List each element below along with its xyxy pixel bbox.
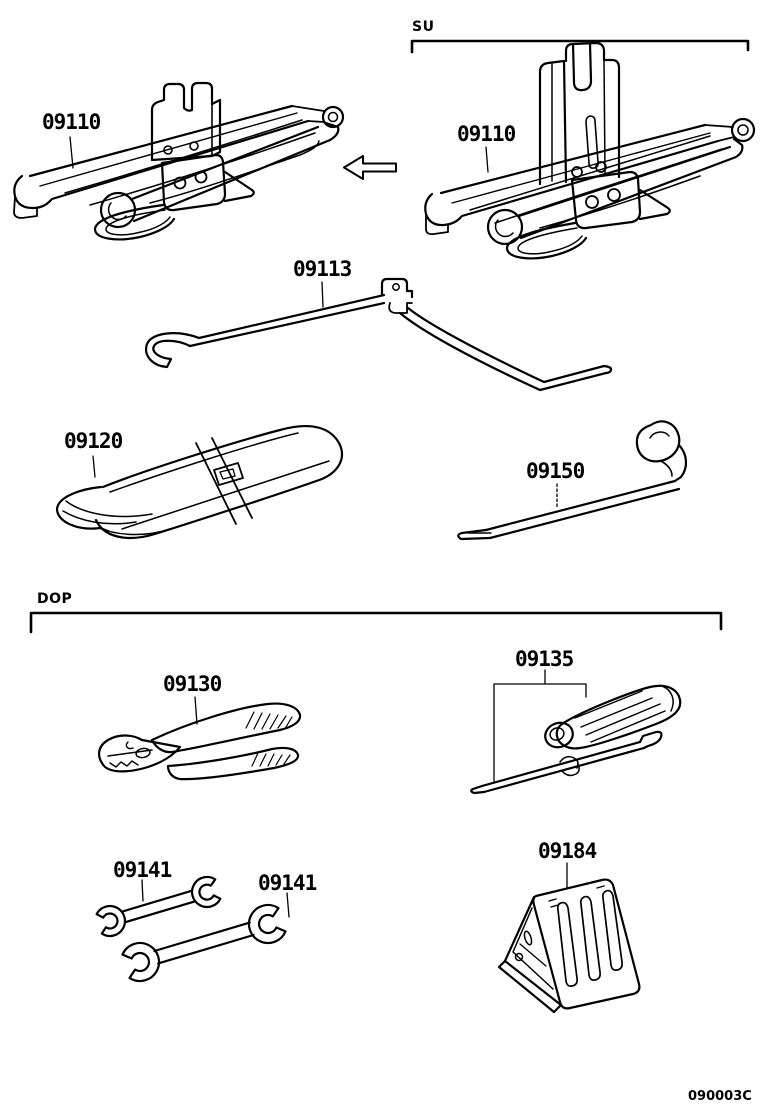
arrow-left-icon	[344, 156, 396, 179]
part-label-wrench-upper[interactable]: 09141	[113, 858, 172, 882]
pliers-drawing	[99, 697, 300, 779]
dop-group-bracket	[31, 613, 721, 632]
part-label-pliers[interactable]: 09130	[163, 672, 222, 696]
part-label-wheel-chock[interactable]: 09184	[538, 839, 597, 863]
part-label-jack-handle[interactable]: 09113	[293, 257, 352, 281]
screwdriver-drawing	[471, 670, 680, 793]
part-label-screwdriver[interactable]: 09135	[515, 647, 574, 671]
doc-code: 090003C	[688, 1089, 752, 1104]
wrench-upper-drawing	[97, 877, 221, 936]
part-label-jack-left[interactable]: 09110	[42, 110, 101, 134]
jack-handle-drawing	[146, 279, 611, 390]
jack-left-drawing	[14, 83, 343, 239]
part-label-lug-wrench[interactable]: 09150	[526, 459, 585, 483]
part-label-jack-right[interactable]: 09110	[457, 122, 516, 146]
part-label-wrench-lower[interactable]: 09141	[258, 871, 317, 895]
jack-right-drawing	[425, 43, 754, 258]
part-label-tool-bag[interactable]: 09120	[64, 429, 123, 453]
wheel-chock-drawing	[499, 863, 639, 1012]
group-label-su: SU	[412, 19, 435, 35]
group-label-dop: DOP	[37, 591, 73, 607]
